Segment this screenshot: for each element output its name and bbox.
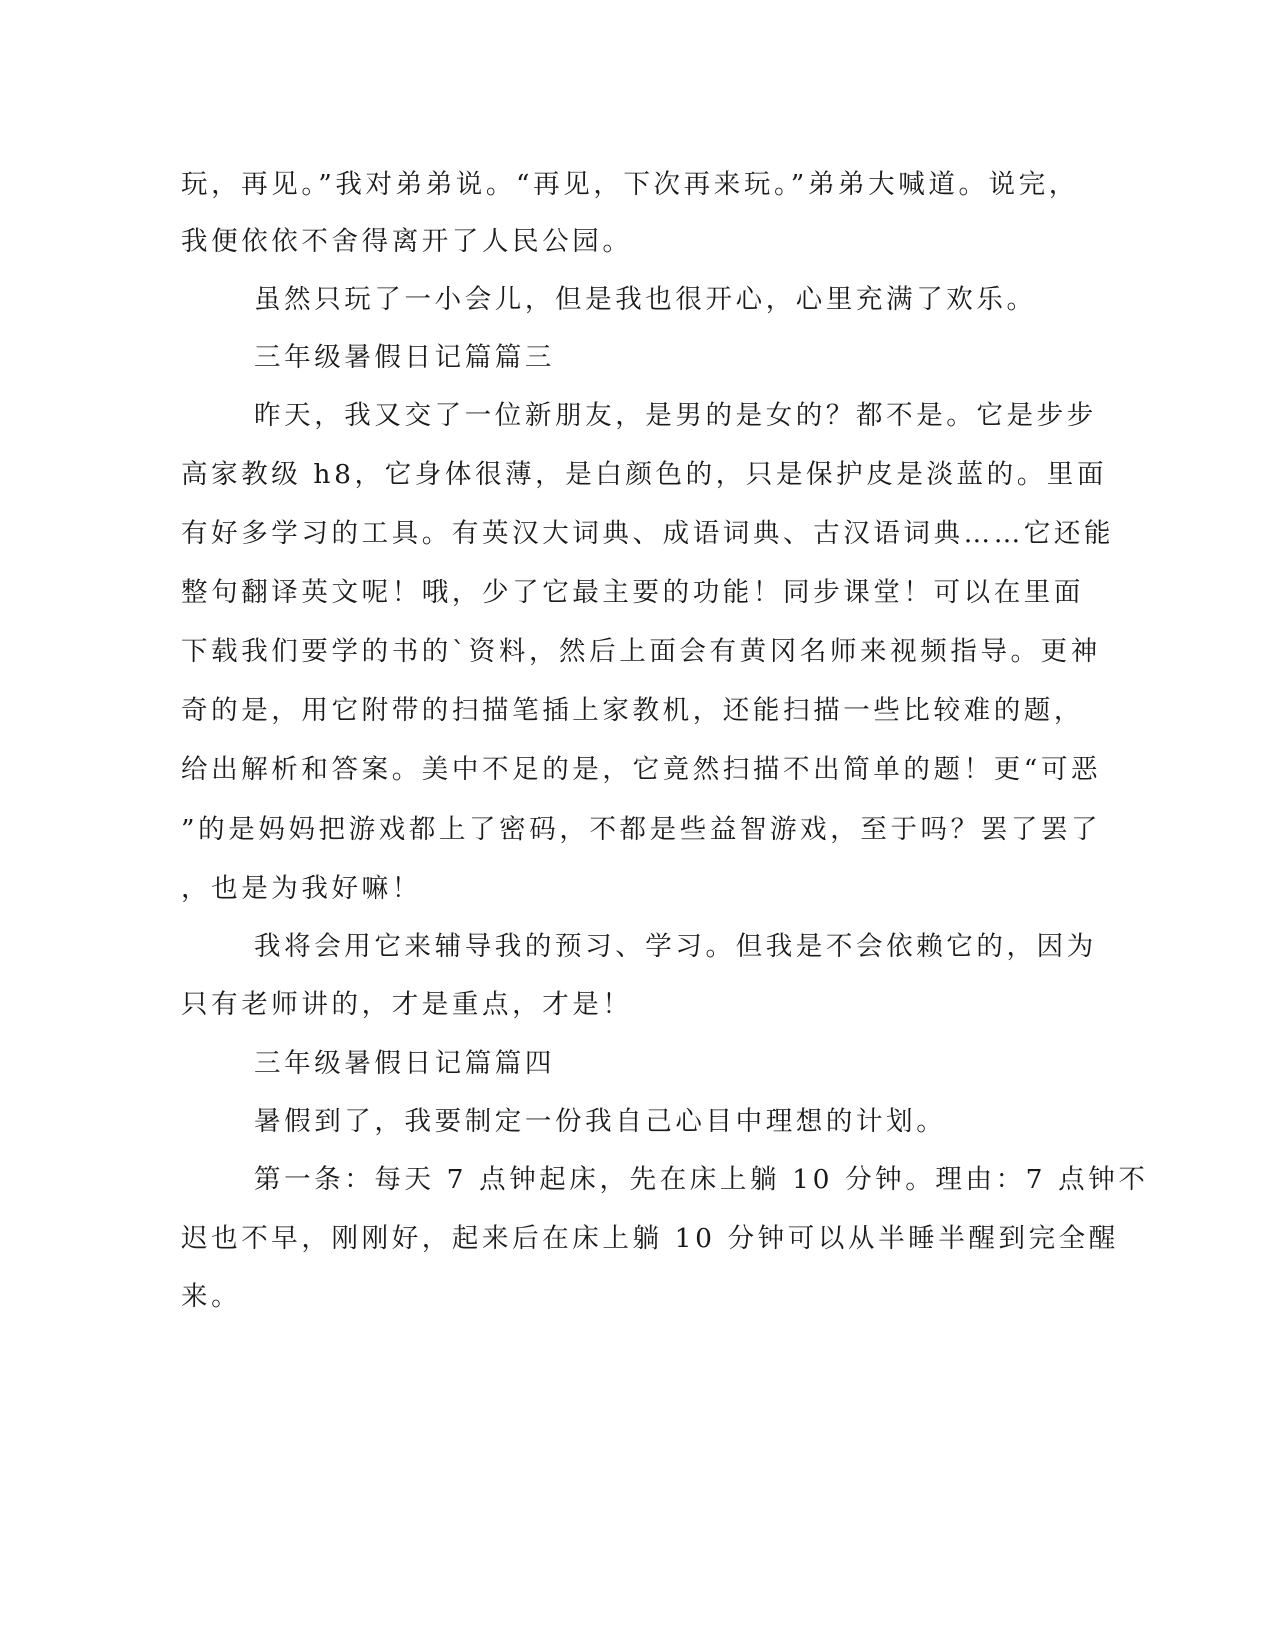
text-line: 只有老师讲的，才是重点，才是！ [181, 989, 633, 1020]
text-line: 玩，再见。”我对弟弟说。“再见，下次再来玩。”弟弟大喊道。说完， [181, 169, 1079, 200]
text-line: 第一条：每天 7 点钟起床，先在床上躺 10 分钟。理由：7 点钟不 [254, 1164, 1149, 1195]
text-line: 虽然只玩了一小会儿，但是我也很开心，心里充满了欢乐。 [254, 284, 1037, 315]
section-heading: 三年级暑假日记篇篇四 [254, 1048, 555, 1079]
text-line: ”的是妈妈把游戏都上了密码，不都是些益智游戏，至于吗？罢了罢了 [181, 814, 1102, 845]
text-line: 我便依依不舍得离开了人民公园。 [181, 226, 633, 257]
text-line: 下载我们要学的书的`资料，然后上面会有黄冈名师来视频指导。更神 [181, 636, 1101, 667]
text-line: 昨天，我又交了一位新朋友，是男的是女的？都不是。它是步步 [254, 400, 1097, 431]
text-line: 整句翻译英文呢！哦，少了它最主要的功能！同步课堂！可以在里面 [181, 577, 1084, 608]
text-line: 高家教级 h8，它身体很薄，是白颜色的，只是保护皮是淡蓝的。里面 [181, 459, 1108, 490]
text-line: ，也是为我好嘛！ [181, 873, 422, 904]
text-line: 奇的是，用它附带的扫描笔插上家教机，还能扫描一些比较难的题， [181, 695, 1084, 726]
text-line: 来。 [181, 1281, 242, 1312]
text-line: 迟也不早，刚刚好，起来后在床上躺 10 分钟可以从半睡半醒到完全醒 [181, 1223, 1119, 1254]
section-heading: 三年级暑假日记篇篇三 [254, 342, 555, 373]
text-line: 有好多学习的工具。有英汉大词典、成语词典、古汉语词典……它还能 [181, 518, 1115, 549]
text-line: 我将会用它来辅导我的预习、学习。但我是不会依赖它的，因为 [254, 931, 1097, 962]
text-line: 暑假到了，我要制定一份我自己心目中理想的计划。 [254, 1106, 947, 1137]
text-line: 给出解析和答案。美中不足的是，它竟然扫描不出简单的题！更“可恶 [181, 754, 1102, 785]
